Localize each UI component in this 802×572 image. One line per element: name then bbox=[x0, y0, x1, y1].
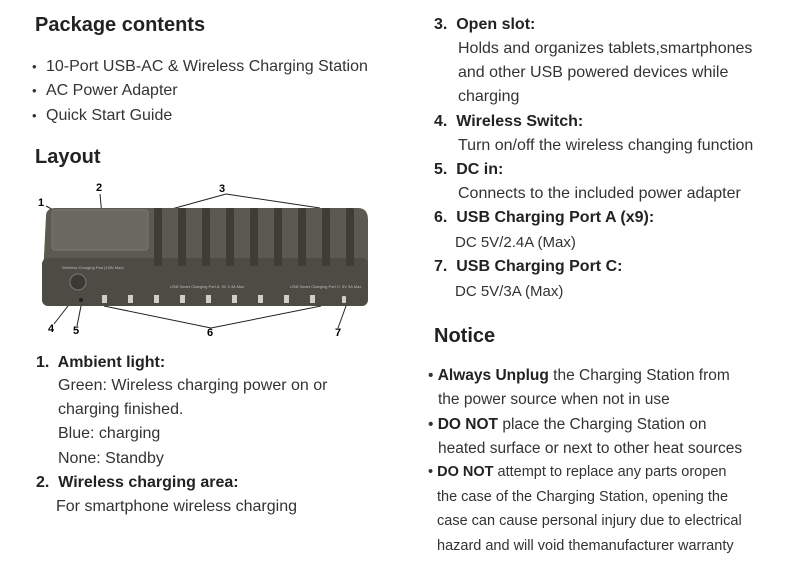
item-3-line: Holds and organizes tablets,smartphones bbox=[458, 40, 753, 57]
device-label-usb-c: USB Smart Charging Port C: 5V 3A Max bbox=[290, 284, 362, 289]
notice-item-1: • Always Unplug the Charging Station from bbox=[428, 367, 730, 384]
package-item: • Quick Start Guide bbox=[32, 107, 172, 125]
item-1-line: None: Standby bbox=[58, 450, 164, 467]
device-label-usb-a: USB Smart Charging Port A: 5V 2.4A Max bbox=[170, 284, 245, 289]
callout-1: 1 bbox=[38, 197, 45, 209]
layout-heading: Layout bbox=[35, 146, 101, 168]
item-7-line: DC 5V/3A (Max) bbox=[455, 283, 564, 300]
item-1-heading: 1. Ambient light: bbox=[36, 354, 166, 371]
notice-item-1-cont: the power source when not in use bbox=[438, 391, 670, 408]
callout-7: 7 bbox=[335, 327, 342, 339]
item-6-line: DC 5V/2.4A (Max) bbox=[455, 234, 576, 251]
package-contents-heading: Package contents bbox=[35, 14, 206, 36]
callout-4: 4 bbox=[48, 323, 55, 335]
item-5-heading: 5. DC in: bbox=[434, 161, 504, 178]
notice-item-2-cont: heated surface or next to other heat sources bbox=[438, 440, 743, 457]
item-4-heading: 4. Wireless Switch: bbox=[434, 113, 584, 130]
item-3-line: charging bbox=[458, 88, 520, 105]
notice-item-2: • DO NOT place the Charging Station on bbox=[428, 416, 707, 433]
item-2-line: For smartphone wireless charging bbox=[56, 498, 297, 515]
item-3-line: and other USB powered devices while bbox=[458, 64, 729, 81]
item-1-line: Blue: charging bbox=[58, 425, 161, 442]
notice-item-3-cont: hazard and will void themanufacturer warranty bbox=[437, 538, 734, 554]
open-slots bbox=[154, 208, 354, 266]
wireless-pad bbox=[52, 210, 148, 250]
wireless-switch bbox=[70, 274, 86, 290]
device-label-front: Wireless Charging Pad (10W Max) bbox=[62, 265, 124, 270]
callout-6: 6 bbox=[207, 327, 214, 339]
item-1-line: Green: Wireless charging power on or bbox=[58, 377, 328, 394]
notice-heading: Notice bbox=[434, 325, 496, 347]
item-4-line: Turn on/off the wireless changing function bbox=[458, 137, 754, 154]
usb-c-port bbox=[342, 296, 346, 303]
item-7-heading: 7. USB Charging Port C: bbox=[434, 258, 623, 275]
notice-item-3: • DO NOT attempt to replace any parts oropen bbox=[428, 464, 727, 480]
callout-2: 2 bbox=[96, 182, 103, 194]
package-item: • AC Power Adapter bbox=[32, 82, 178, 100]
notice-item-3-cont: case can cause personal injury due to electrical bbox=[437, 513, 742, 529]
callout-5: 5 bbox=[73, 325, 80, 337]
item-6-heading: 6. USB Charging Port A (x9): bbox=[434, 209, 655, 226]
item-1-line: charging finished. bbox=[58, 401, 184, 418]
item-5-line: Connects to the included power adapter bbox=[458, 185, 741, 202]
dc-in-port bbox=[79, 298, 83, 302]
notice-item-3-cont: the case of the Charging Station, opening the bbox=[437, 489, 729, 505]
item-2-heading: 2. Wireless charging area: bbox=[36, 474, 239, 491]
item-3-heading: 3. Open slot: bbox=[434, 16, 536, 33]
charging-station-diagram bbox=[28, 178, 378, 343]
callout-3: 3 bbox=[219, 183, 226, 195]
package-item: • 10-Port USB-AC & Wireless Charging Station bbox=[32, 58, 368, 76]
